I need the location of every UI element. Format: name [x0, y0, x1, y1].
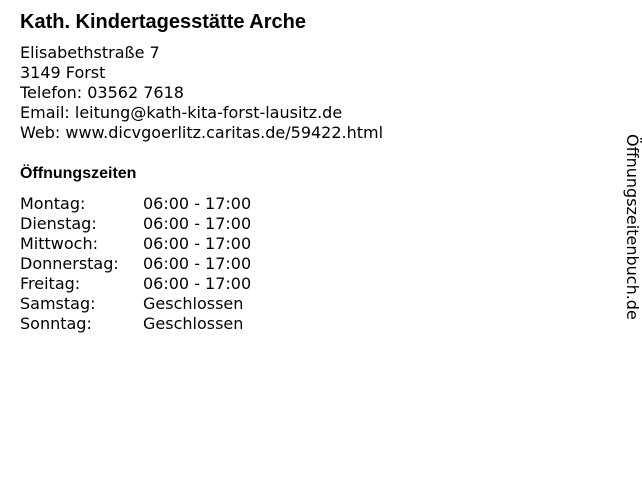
day-hours: 06:00 - 17:00 [143, 214, 252, 233]
day-hours: Geschlossen [143, 314, 244, 333]
day-label: Samstag: [20, 294, 96, 313]
day-label: Sonntag: [20, 314, 92, 333]
day-hours: 06:00 - 17:00 [143, 234, 252, 253]
day-label: Freitag: [20, 274, 81, 293]
hours-row-tuesday [20, 214, 251, 234]
hours-row-friday [20, 274, 251, 294]
site-brand-text: Öffnungszeitenbuch.de [623, 134, 642, 320]
day-hours: 06:00 - 17:00 [143, 254, 252, 273]
hours-row-saturday [20, 294, 251, 314]
opening-hours-table [20, 194, 251, 334]
web-line: Web: www.dicvgoerlitz.caritas.de/59422.html [20, 123, 384, 142]
place-title: Kath. Kindertagesstätte Arche [20, 11, 306, 33]
day-label: Montag: [20, 194, 86, 213]
opening-hours-heading: Öffnungszeiten [20, 165, 137, 182]
hours-row-thursday [20, 254, 251, 274]
phone-line: Telefon: 03562 7618 [20, 83, 184, 102]
day-hours: Geschlossen [143, 294, 244, 313]
email-line: Email: leitung@kath-kita-forst-lausitz.de [20, 103, 343, 122]
day-label: Mittwoch: [20, 234, 98, 253]
hours-row-monday [20, 194, 251, 214]
day-label: Donnerstag: [20, 254, 119, 273]
day-label: Dienstag: [20, 214, 97, 233]
street-line: Elisabethstraße 7 [20, 43, 160, 62]
address-block [20, 43, 383, 143]
site-brand-vertical [622, 134, 642, 364]
hours-row-sunday [20, 314, 251, 334]
day-hours: 06:00 - 17:00 [143, 194, 252, 213]
day-hours: 06:00 - 17:00 [143, 274, 252, 293]
hours-row-wednesday [20, 234, 251, 254]
city-line: 3149 Forst [20, 63, 106, 82]
